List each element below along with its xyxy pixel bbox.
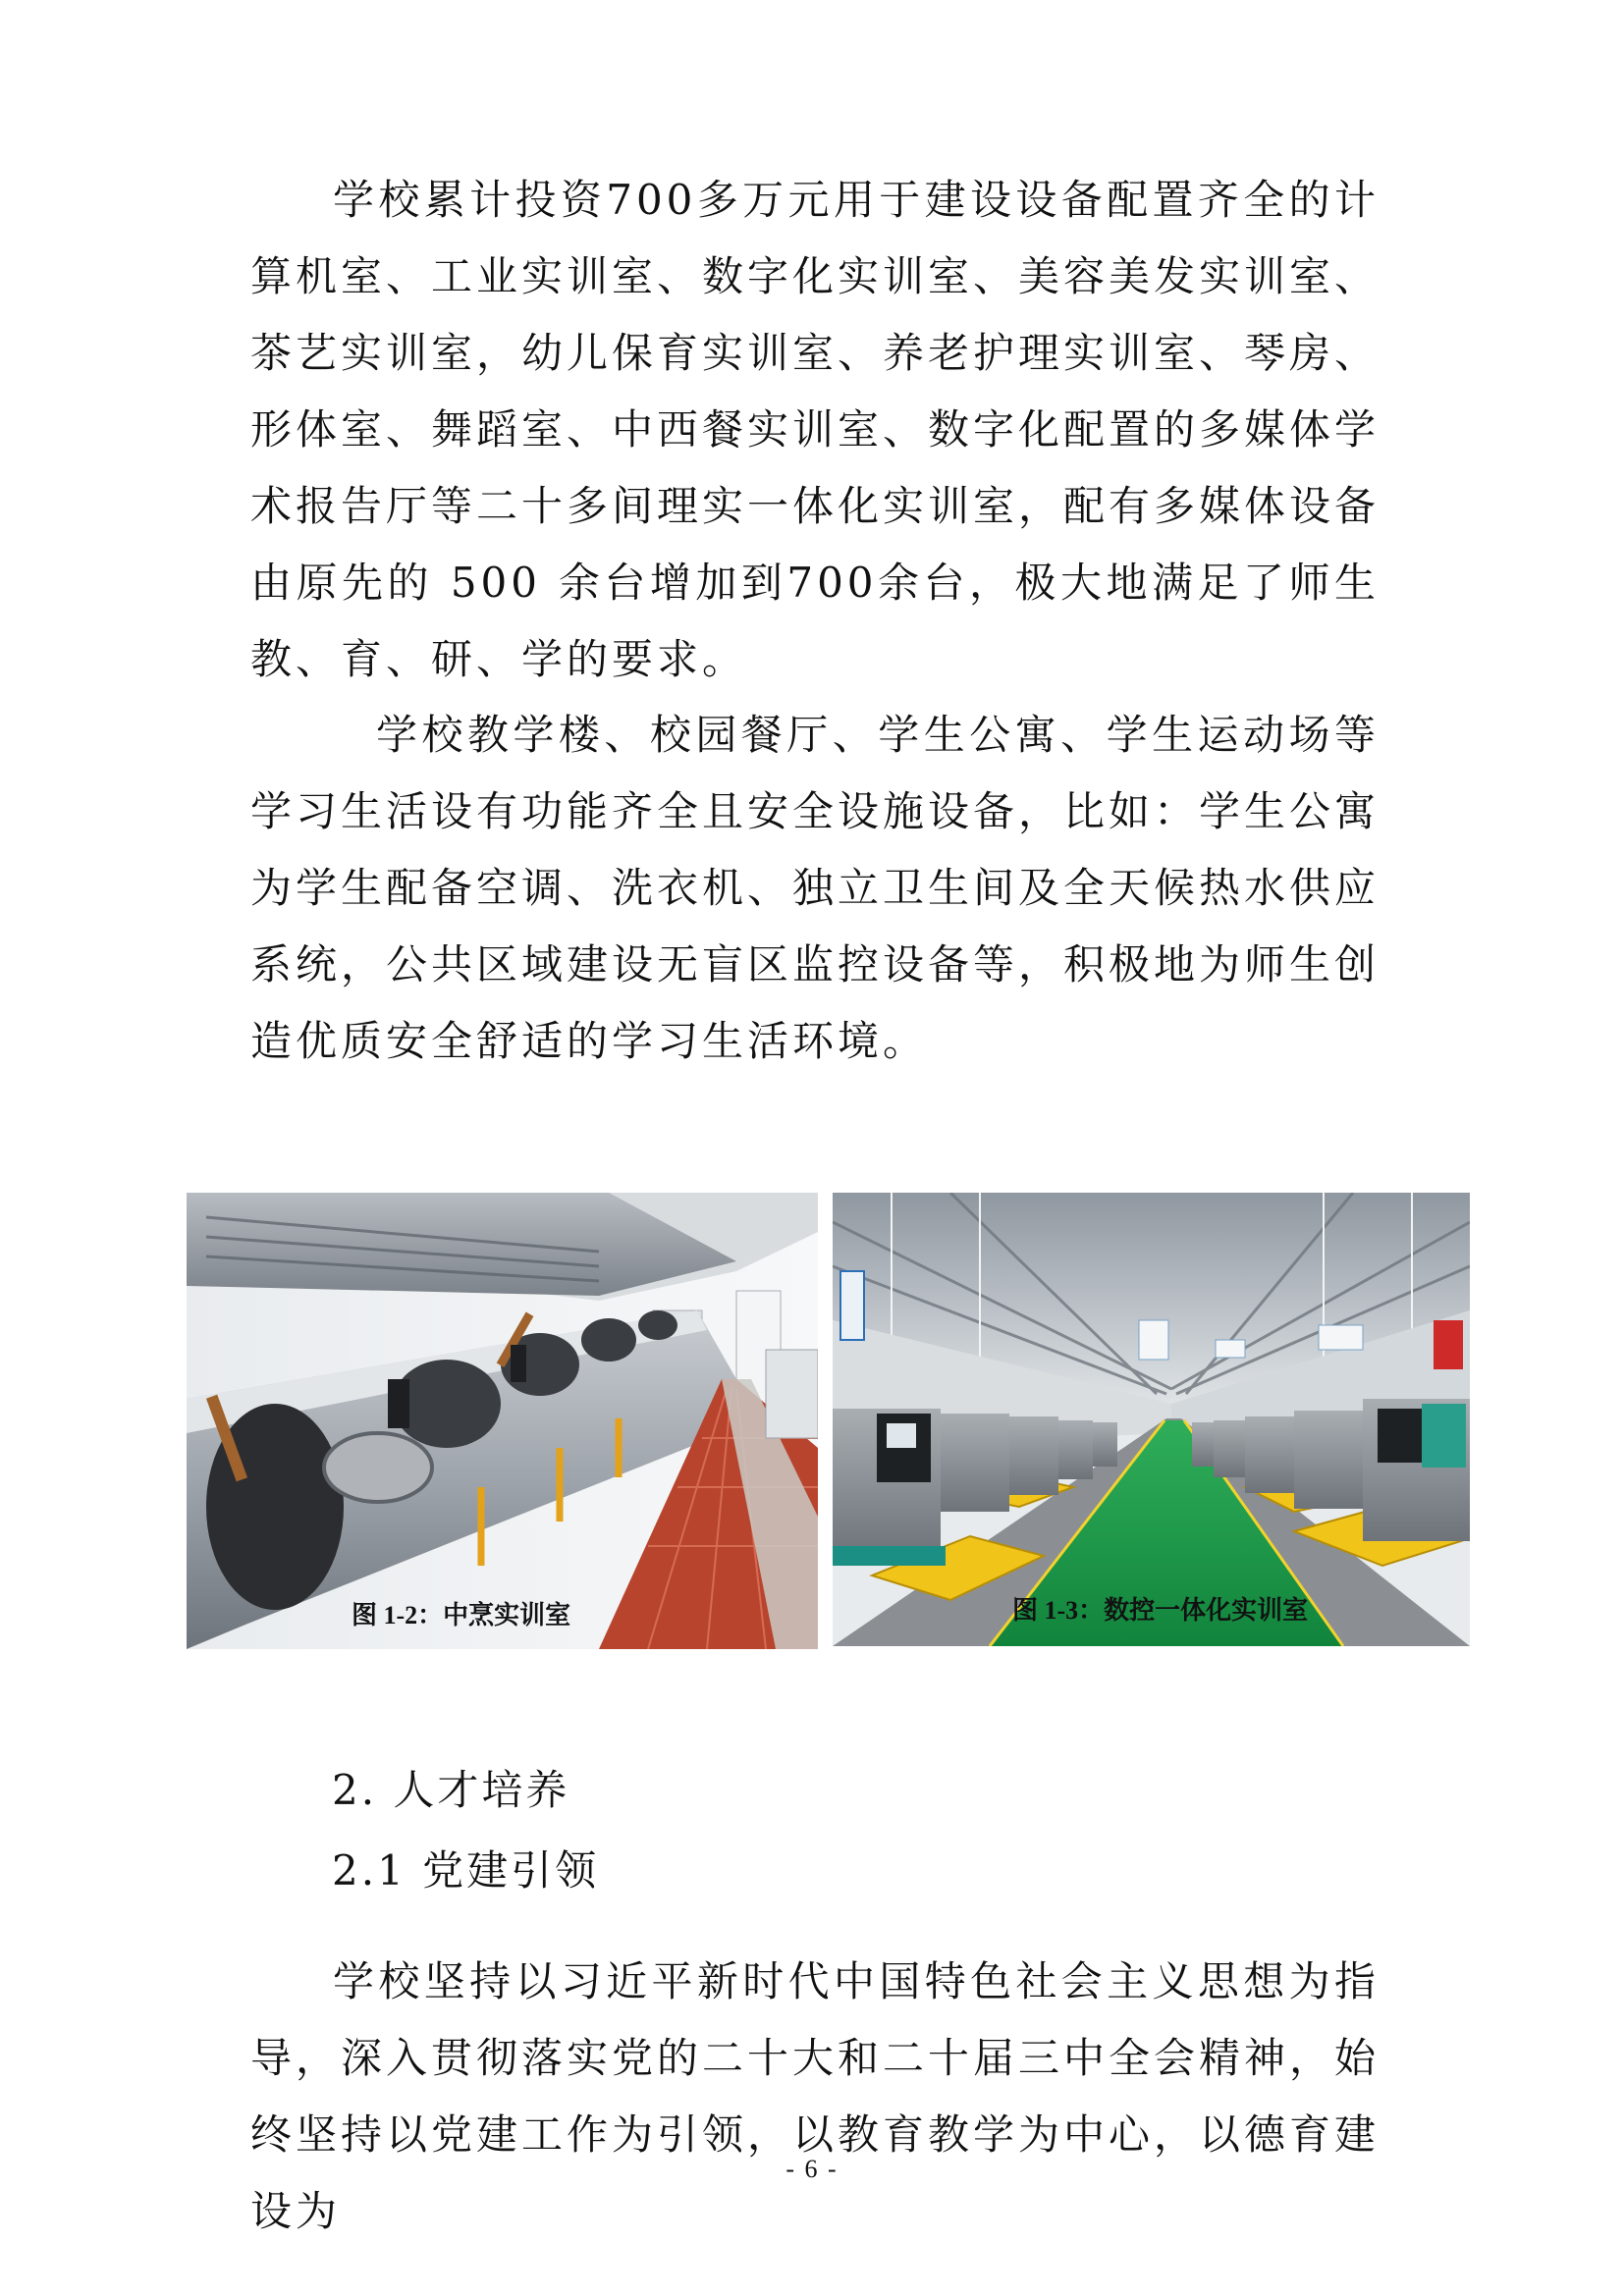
paragraph-party-building: 学校坚持以习近平新时代中国特色社会主义思想为指导，深入贯彻落实党的二十大和二十届三中全会精神，始终坚持以党建工作为引领，以教育教学为中心，以德育建设为 (250, 1957, 1380, 2235)
figure-caption: 图 1-2：中烹实训室 (352, 1601, 571, 1629)
section-heading: 2. 人才培养 (332, 1766, 570, 1814)
cnc-workshop-photo-icon (833, 1193, 1470, 1646)
kitchen-photo-icon (187, 1193, 818, 1649)
paragraph-facilities: 学校累计投资700多万元用于建设设备配置齐全的计算机室、工业实训室、数字化实训室、美容美发实训室、茶艺实训室，幼儿保育实训室、养老护理实训室、琴房、形体室、舞蹈室、中西餐实训室、数字化配置的多媒体学术报告厅等二十多间理实一体化实训室，配有多媒体设备由原先的 500 余台增加到700余台，极大地满足了师生教、育、研、学的要求。 (250, 176, 1380, 683)
paragraph-campus: 学校教学楼、校园餐厅、学生公寓、学生运动场等学习生活设有功能齐全且安全设施设备，比如：学生公寓为学生配备空调、洗衣机、独立卫生间及全天候热水供应系统，公共区域建设无盲区监控设备等，积极地为师生创造优质安全舒适的学习生活环境。 (250, 711, 1380, 1065)
figure-cnc-workshop (833, 1193, 1470, 1646)
page-number: - 6 - (785, 2155, 839, 2183)
figure-kitchen (187, 1193, 818, 1649)
subsection-heading: 2.1 党建引领 (332, 1846, 600, 1895)
figure-caption: 图 1-3：数控一体化实训室 (1012, 1596, 1309, 1625)
